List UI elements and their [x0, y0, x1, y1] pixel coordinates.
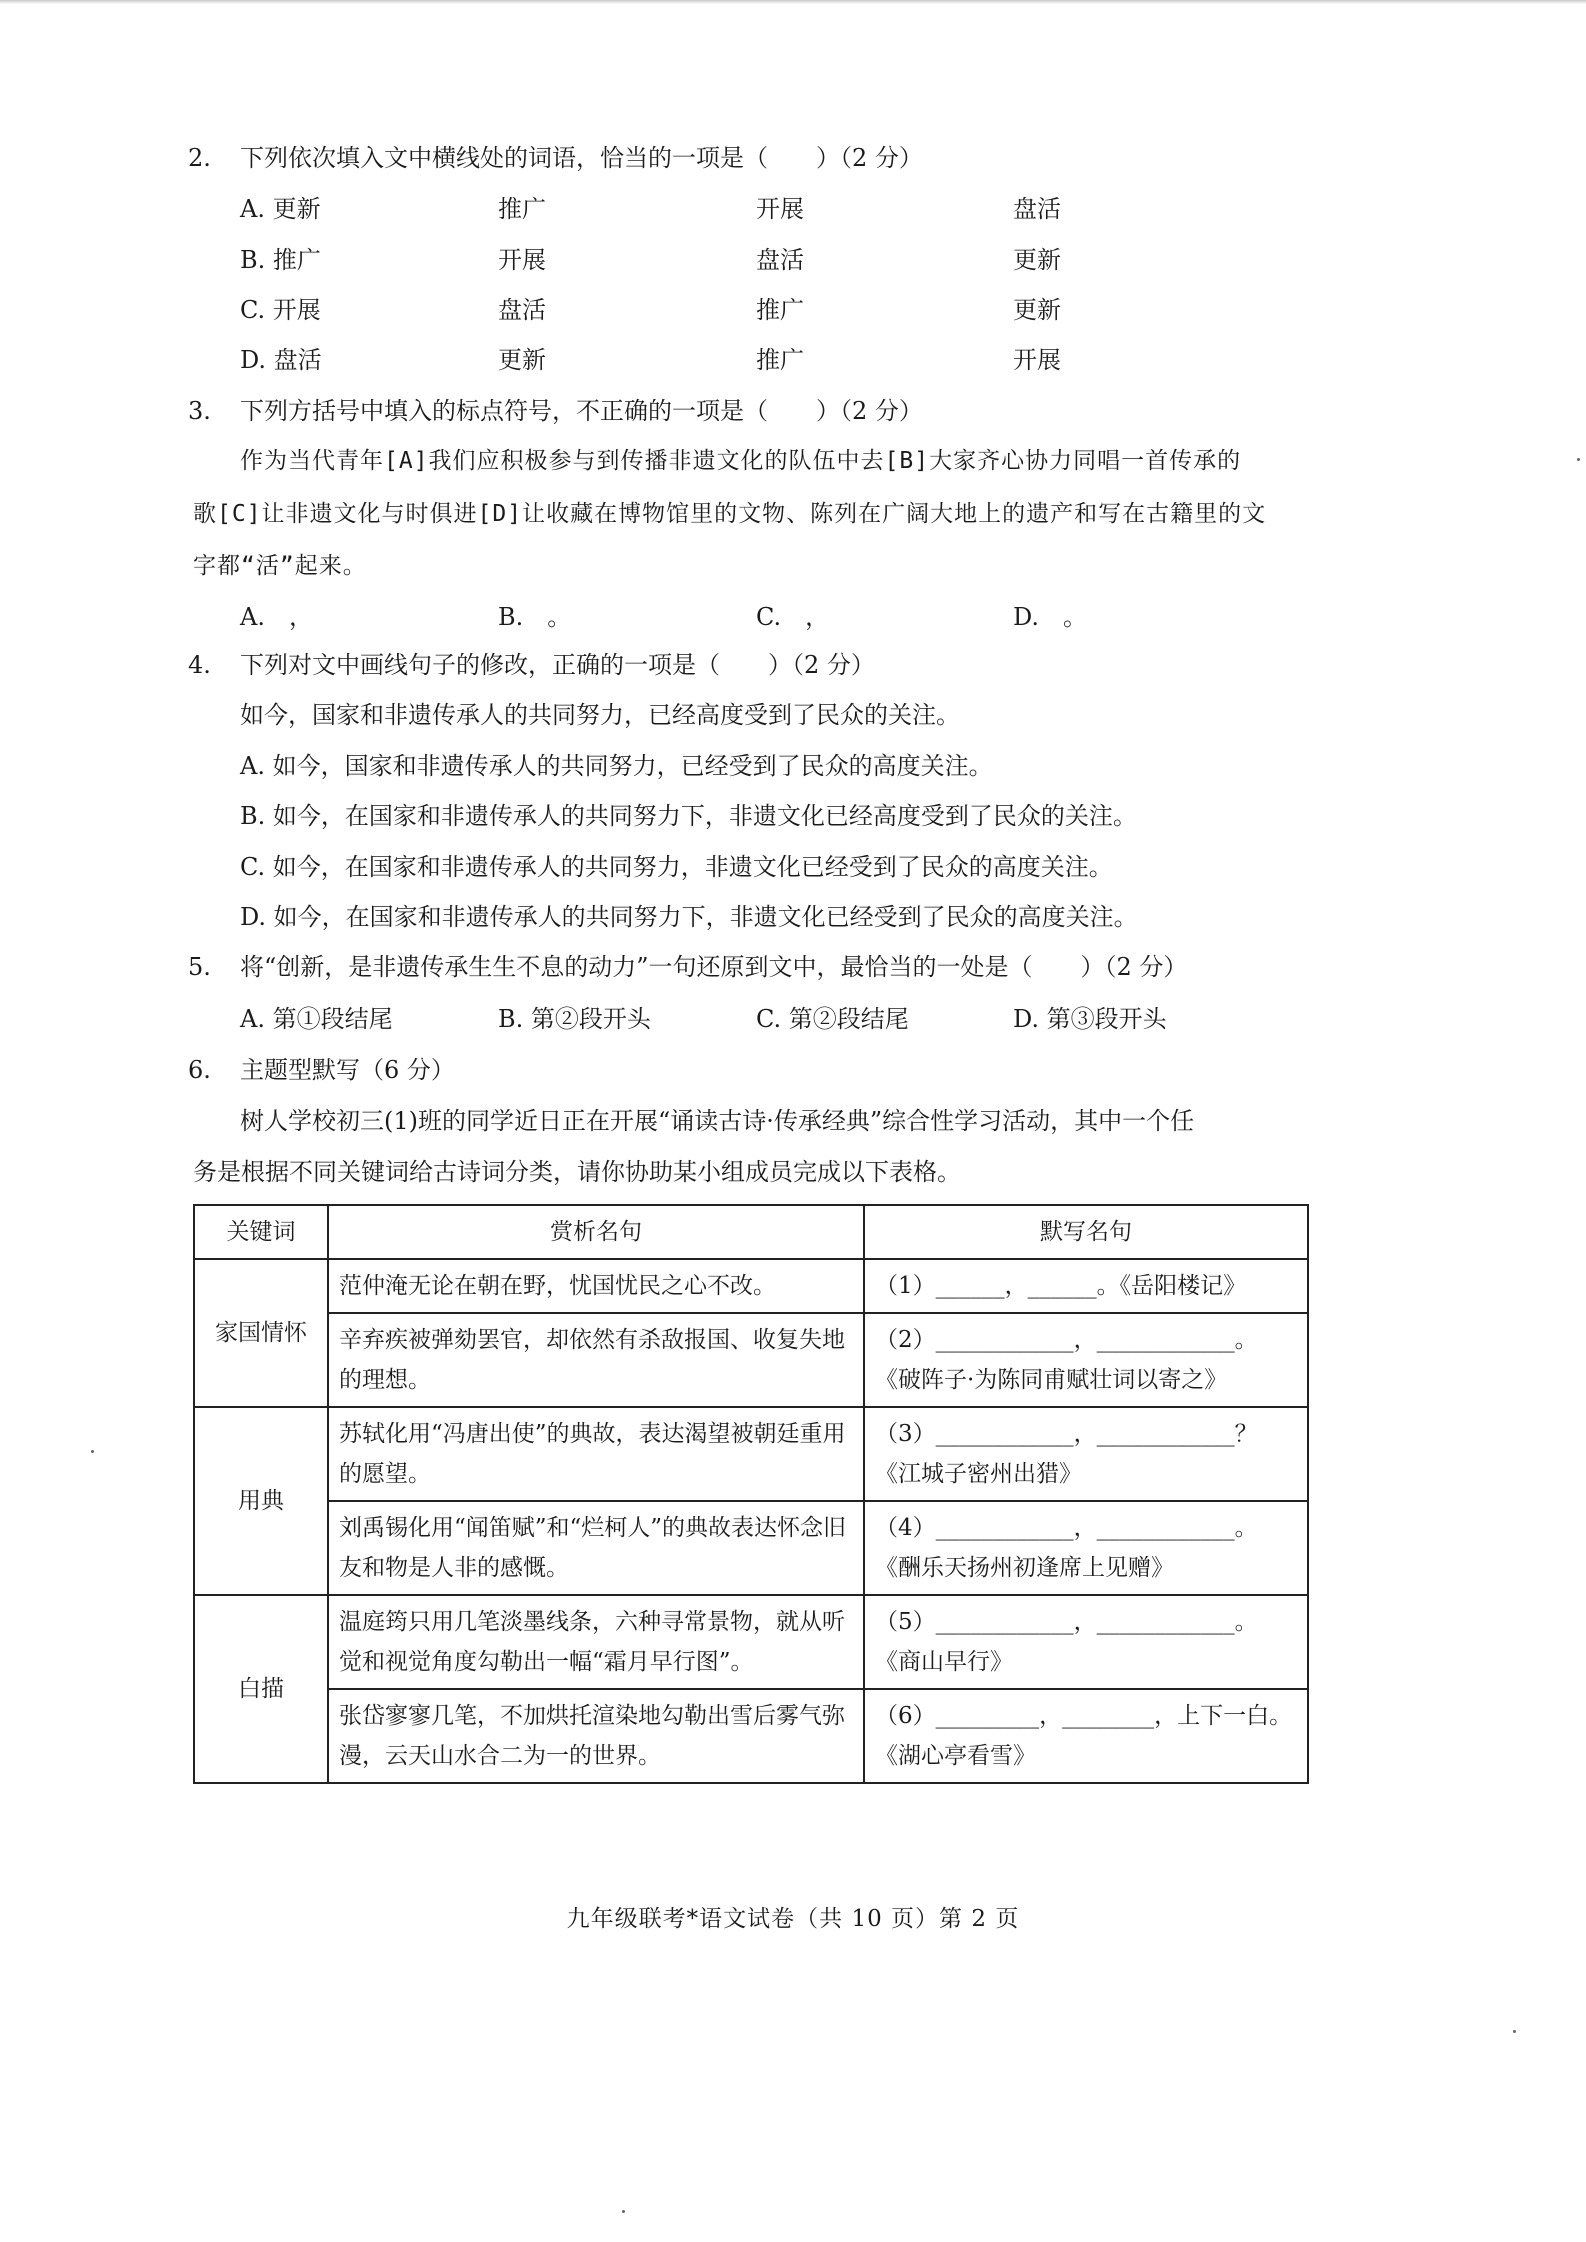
question-number: 3. [188, 397, 211, 425]
scan-speck [622, 2210, 625, 2213]
option-word: 更新 [1013, 296, 1061, 324]
option-word: 盘活 [756, 246, 804, 274]
option-word: 开展 [1013, 346, 1061, 374]
option-label: B. 推广 [240, 246, 321, 274]
table-row [194, 1407, 1308, 1501]
option-word: 开展 [498, 246, 546, 274]
blank-line[interactable]: （6）_________，________，上下一白。 [875, 1703, 1293, 1729]
blank-line[interactable]: （1）______，______。《岳阳楼记》 [875, 1273, 1247, 1299]
scan-speck [91, 1450, 94, 1453]
option-label: A. 更新 [240, 195, 321, 223]
option: A. ， [240, 603, 313, 631]
table-row [194, 1595, 1308, 1689]
option: A. 第①段结尾 [240, 1005, 393, 1033]
analysis-cell: 范仲淹无论在朝在野，忧国忧民之心不改。 [328, 1259, 864, 1313]
analysis-cell: 刘禹锡化用“闻笛赋”和“烂柯人”的典故表达怀念旧友和物是人非的感慨。 [328, 1501, 864, 1595]
option: B. 如今，在国家和非遗传承人的共同努力下，非遗文化已经高度受到了民众的关注。 [240, 802, 1137, 830]
question-stem: 下列方括号中填入的标点符号，不正确的一项是（ ）（2 分） [240, 397, 923, 425]
poem-source: 《商山早行》 [875, 1649, 1013, 1675]
option-word: 推广 [756, 296, 804, 324]
scan-speck [1577, 458, 1580, 461]
recitation-table [193, 1204, 1309, 1784]
poem-source: 《江城子密州出猎》 [875, 1461, 1082, 1487]
analysis-cell: 苏轼化用“冯唐出使”的典故，表达渴望被朝廷重用的愿望。 [328, 1407, 864, 1501]
question-number: 4. [188, 651, 211, 679]
analysis-cell: 辛弃疾被弹劾罢官，却依然有杀敌报国、收复失地的理想。 [328, 1313, 864, 1407]
blank-line[interactable]: （2）____________，____________。 [875, 1327, 1258, 1353]
option: B. 第②段开头 [498, 1005, 651, 1033]
poem-source: 《酬乐天扬州初逢席上见赠》 [875, 1555, 1174, 1581]
underlined-sentence: 如今，国家和非遗传承人的共同努力，已经高度受到了民众的关注。 [240, 701, 960, 729]
recite-blank-cell[interactable] [864, 1259, 1308, 1313]
recite-blank-cell[interactable] [864, 1407, 1308, 1501]
recite-blank-cell[interactable] [864, 1595, 1308, 1689]
option: C. 第②段结尾 [756, 1005, 909, 1033]
table-row [194, 1313, 1308, 1407]
question-number: 2. [188, 144, 211, 172]
option-label: D. 盘活 [240, 346, 322, 374]
option-word: 更新 [498, 346, 546, 374]
recite-blank-cell[interactable] [864, 1689, 1308, 1783]
option-label: C. 开展 [240, 296, 321, 324]
poem-source: 《湖心亭看雪》 [875, 1743, 1036, 1769]
option: D. 如今，在国家和非遗传承人的共同努力下，非遗文化已经受到了民众的高度关注。 [240, 903, 1138, 931]
blank-line[interactable]: （3）____________，____________？ [875, 1421, 1258, 1447]
option-word: 开展 [756, 195, 804, 223]
page-footer: 九年级联考*语文试卷（共 10 页）第 2 页 [566, 1906, 1020, 1932]
table-row [194, 1689, 1308, 1783]
header-analysis: 赏析名句 [328, 1205, 864, 1259]
option-word: 盘活 [498, 296, 546, 324]
option-word: 盘活 [1013, 195, 1061, 223]
keyword-cell: 用典 [194, 1407, 328, 1595]
blank-line[interactable]: （4）____________，____________。 [875, 1515, 1258, 1541]
option: D. 。 [1013, 603, 1088, 631]
recite-blank-cell[interactable] [864, 1313, 1308, 1407]
option-word: 推广 [756, 346, 804, 374]
question-stem: 将“创新，是非遗传承生生不息的动力”一句还原到文中，最恰当的一处是（ ）（2 分） [240, 953, 1188, 981]
table-header-row [194, 1205, 1308, 1259]
intro-line: 树人学校初三(1)班的同学近日正在开展“诵读古诗·传承经典”综合性学习活动，其中一个任 [240, 1107, 1195, 1135]
passage-line: 字都“活”起来。 [193, 553, 367, 579]
intro-line: 务是根据不同关键词给古诗词分类，请你协助某小组成员完成以下表格。 [193, 1158, 961, 1186]
passage-line: 歌[C]让非遗文化与时俱进[D]让收藏在博物馆里的文物、陈列在广阔大地上的遗产和写在古籍里的文 [193, 501, 1267, 527]
header-recite: 默写名句 [864, 1205, 1308, 1259]
table-row [194, 1501, 1308, 1595]
option-word: 推广 [498, 195, 546, 223]
keyword-cell: 家国情怀 [194, 1259, 328, 1407]
blank-line[interactable]: （5）____________，____________。 [875, 1609, 1258, 1635]
table-row [194, 1259, 1308, 1313]
keyword-cell: 白描 [194, 1595, 328, 1783]
analysis-cell: 温庭筠只用几笔淡墨线条，六种寻常景物，就从听觉和视觉角度勾勒出一幅“霜月早行图”。 [328, 1595, 864, 1689]
question-number: 5. [188, 953, 211, 981]
header-keyword: 关键词 [194, 1205, 328, 1259]
option: A. 如今，国家和非遗传承人的共同努力，已经受到了民众的高度关注。 [240, 752, 993, 780]
passage-line: 作为当代青年[A]我们应积极参与到传播非遗文化的队伍中去[B]大家齐心协力同唱一首传承的 [240, 448, 1242, 474]
question-stem: 主题型默写（6 分） [240, 1056, 455, 1084]
option: D. 第③段开头 [1013, 1005, 1167, 1033]
recite-blank-cell[interactable] [864, 1501, 1308, 1595]
option: C. 如今，在国家和非遗传承人的共同努力，非遗文化已经受到了民众的高度关注。 [240, 853, 1113, 881]
analysis-cell: 张岱寥寥几笔，不加烘托渲染地勾勒出雪后雾气弥漫，云天山水合二为一的世界。 [328, 1689, 864, 1783]
poem-source: 《破阵子·为陈同甫赋壮词以寄之》 [875, 1367, 1228, 1393]
question-stem: 下列依次填入文中横线处的词语，恰当的一项是（ ）（2 分） [240, 144, 923, 172]
option-word: 更新 [1013, 246, 1061, 274]
question-stem: 下列对文中画线句子的修改，正确的一项是（ ）（2 分） [240, 651, 875, 679]
scan-speck [1513, 2030, 1516, 2033]
option: C. ， [756, 603, 830, 631]
option: B. 。 [498, 603, 572, 631]
question-number: 6. [188, 1056, 211, 1084]
scan-top-edge [0, 0, 1586, 4]
